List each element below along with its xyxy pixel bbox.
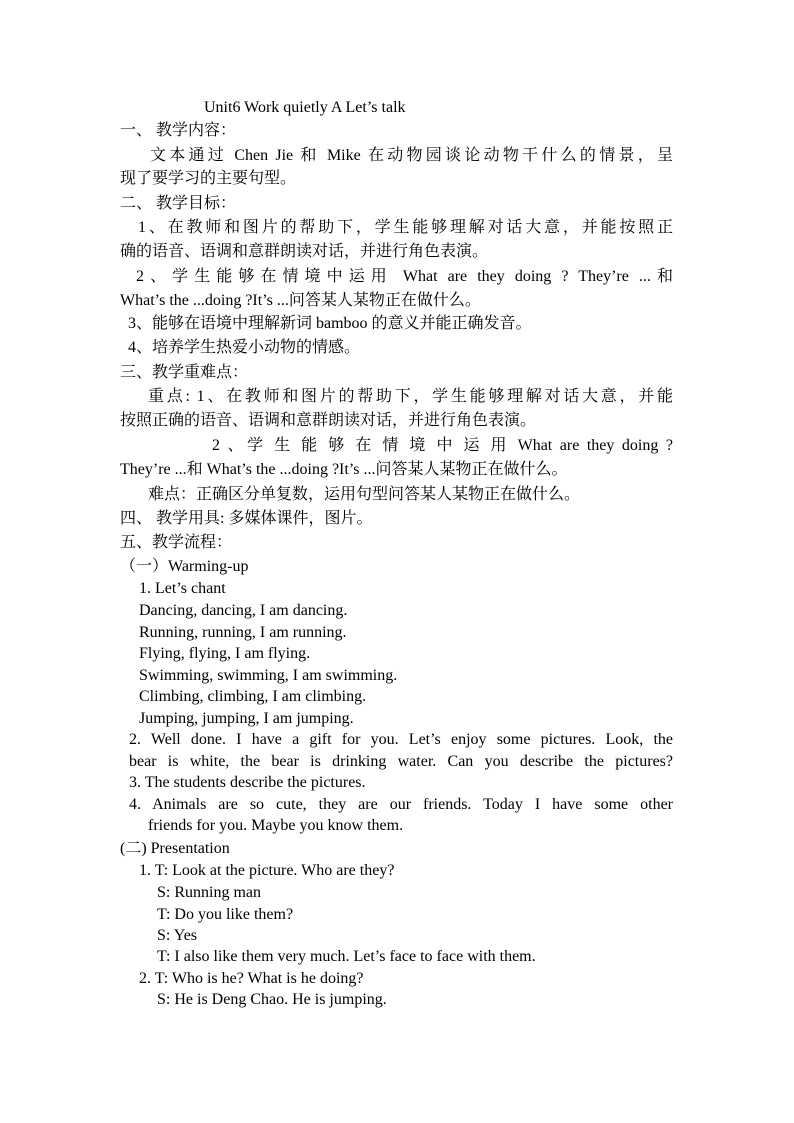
step-lets-chant: 1. Let’s chant xyxy=(139,580,226,597)
goal-1-line-2: 确的语音、语调和意群朗读对话，并进行角色表演。 xyxy=(120,243,489,260)
chant-line: Swimming, swimming, I am swimming. xyxy=(139,667,398,684)
section-2-heading: 二、 教学目标： xyxy=(120,195,237,212)
goal-4: 4、培养学生热爱小动物的情感。 xyxy=(128,339,361,356)
dialogue-1-line: T: I also like them very much. Let’s face to face with them. xyxy=(157,948,536,965)
goal-2-line-1: 2、学生能够在情境中运用 What are they doing ? They’re ...和 xyxy=(136,268,673,285)
key-point-2-line-1: 2 、学 生 能 够 在 情 境 中 运 用 What are they doing ? xyxy=(212,437,673,454)
goal-1-line-1: 1、在教师和图片的帮助下，学生能够理解对话大意，并能按照正 xyxy=(138,219,673,236)
dialogue-1-line: T: Do you like them? xyxy=(157,906,294,923)
section-4-heading: 四、 教学用具: 多媒体课件，图片。 xyxy=(120,510,373,527)
difficulty-point: 难点：正确区分单复数，运用句型问答某人某物正在做什么。 xyxy=(148,486,581,503)
step-4-line-1: 4. Animals are so cute, they are our friends. Today I have some other xyxy=(129,796,673,813)
goal-2-line-2: What’s the ...doing ?It’s ...问答某人某物正在做什么。 xyxy=(120,292,481,309)
step-3: 3. The students describe the pictures. xyxy=(129,774,366,791)
chant-line: Climbing, climbing, I am climbing. xyxy=(139,688,367,705)
warming-up-heading: （一）Warming-up xyxy=(120,558,249,575)
section-1-heading: 一、 教学内容： xyxy=(120,122,237,139)
step-2-line-1: 2. Well done. I have a gift for you. Let’s enjoy some pictures. Look, the xyxy=(129,731,673,748)
dialogue-1-line: S: Yes xyxy=(157,927,198,944)
document-title: Unit6 Work quietly A Let’s talk xyxy=(204,99,406,116)
chant-line: Flying, flying, I am flying. xyxy=(139,645,311,662)
chant-line: Running, running, I am running. xyxy=(139,624,347,641)
section-3-heading: 三、教学重难点： xyxy=(120,364,249,381)
step-2-line-2: bear is white, the bear is drinking water. Can you describe the pictures? xyxy=(129,753,673,770)
presentation-heading: (二) Presentation xyxy=(120,840,230,857)
dialogue-2-student: S: He is Deng Chao. He is jumping. xyxy=(157,991,387,1008)
key-point-2-line-2: They’re ...和 What’s the ...doing ?It’s ...问答某人某物正在做什么。 xyxy=(120,461,568,478)
key-point-1-line-1: 重点: 1、在教师和图片的帮助下，学生能够理解对话大意，并能 xyxy=(148,388,673,405)
chant-line: Jumping, jumping, I am jumping. xyxy=(139,710,354,727)
section-1-text-line-2: 现了要学习的主要句型。 xyxy=(120,170,297,187)
dialogue-2-teacher: 2. T: Who is he? What is he doing? xyxy=(139,970,364,987)
section-1-text-line-1: 文本通过 Chen Jie 和 Mike 在动物园谈论动物干什么的情景，呈 xyxy=(150,147,673,164)
step-4-line-2: friends for you. Maybe you know them. xyxy=(148,817,404,834)
dialogue-1-line: S: Running man xyxy=(157,884,262,901)
key-point-1-line-2: 按照正确的语音、语调和意群朗读对话，并进行角色表演。 xyxy=(120,412,537,429)
dialogue-1-teacher: 1. T: Look at the picture. Who are they? xyxy=(139,862,395,879)
section-5-heading: 五、教学流程： xyxy=(120,534,233,551)
goal-3: 3、能够在语境中理解新词 bamboo 的意义并能正确发音。 xyxy=(128,315,532,332)
chant-line: Dancing, dancing, I am dancing. xyxy=(139,602,348,619)
